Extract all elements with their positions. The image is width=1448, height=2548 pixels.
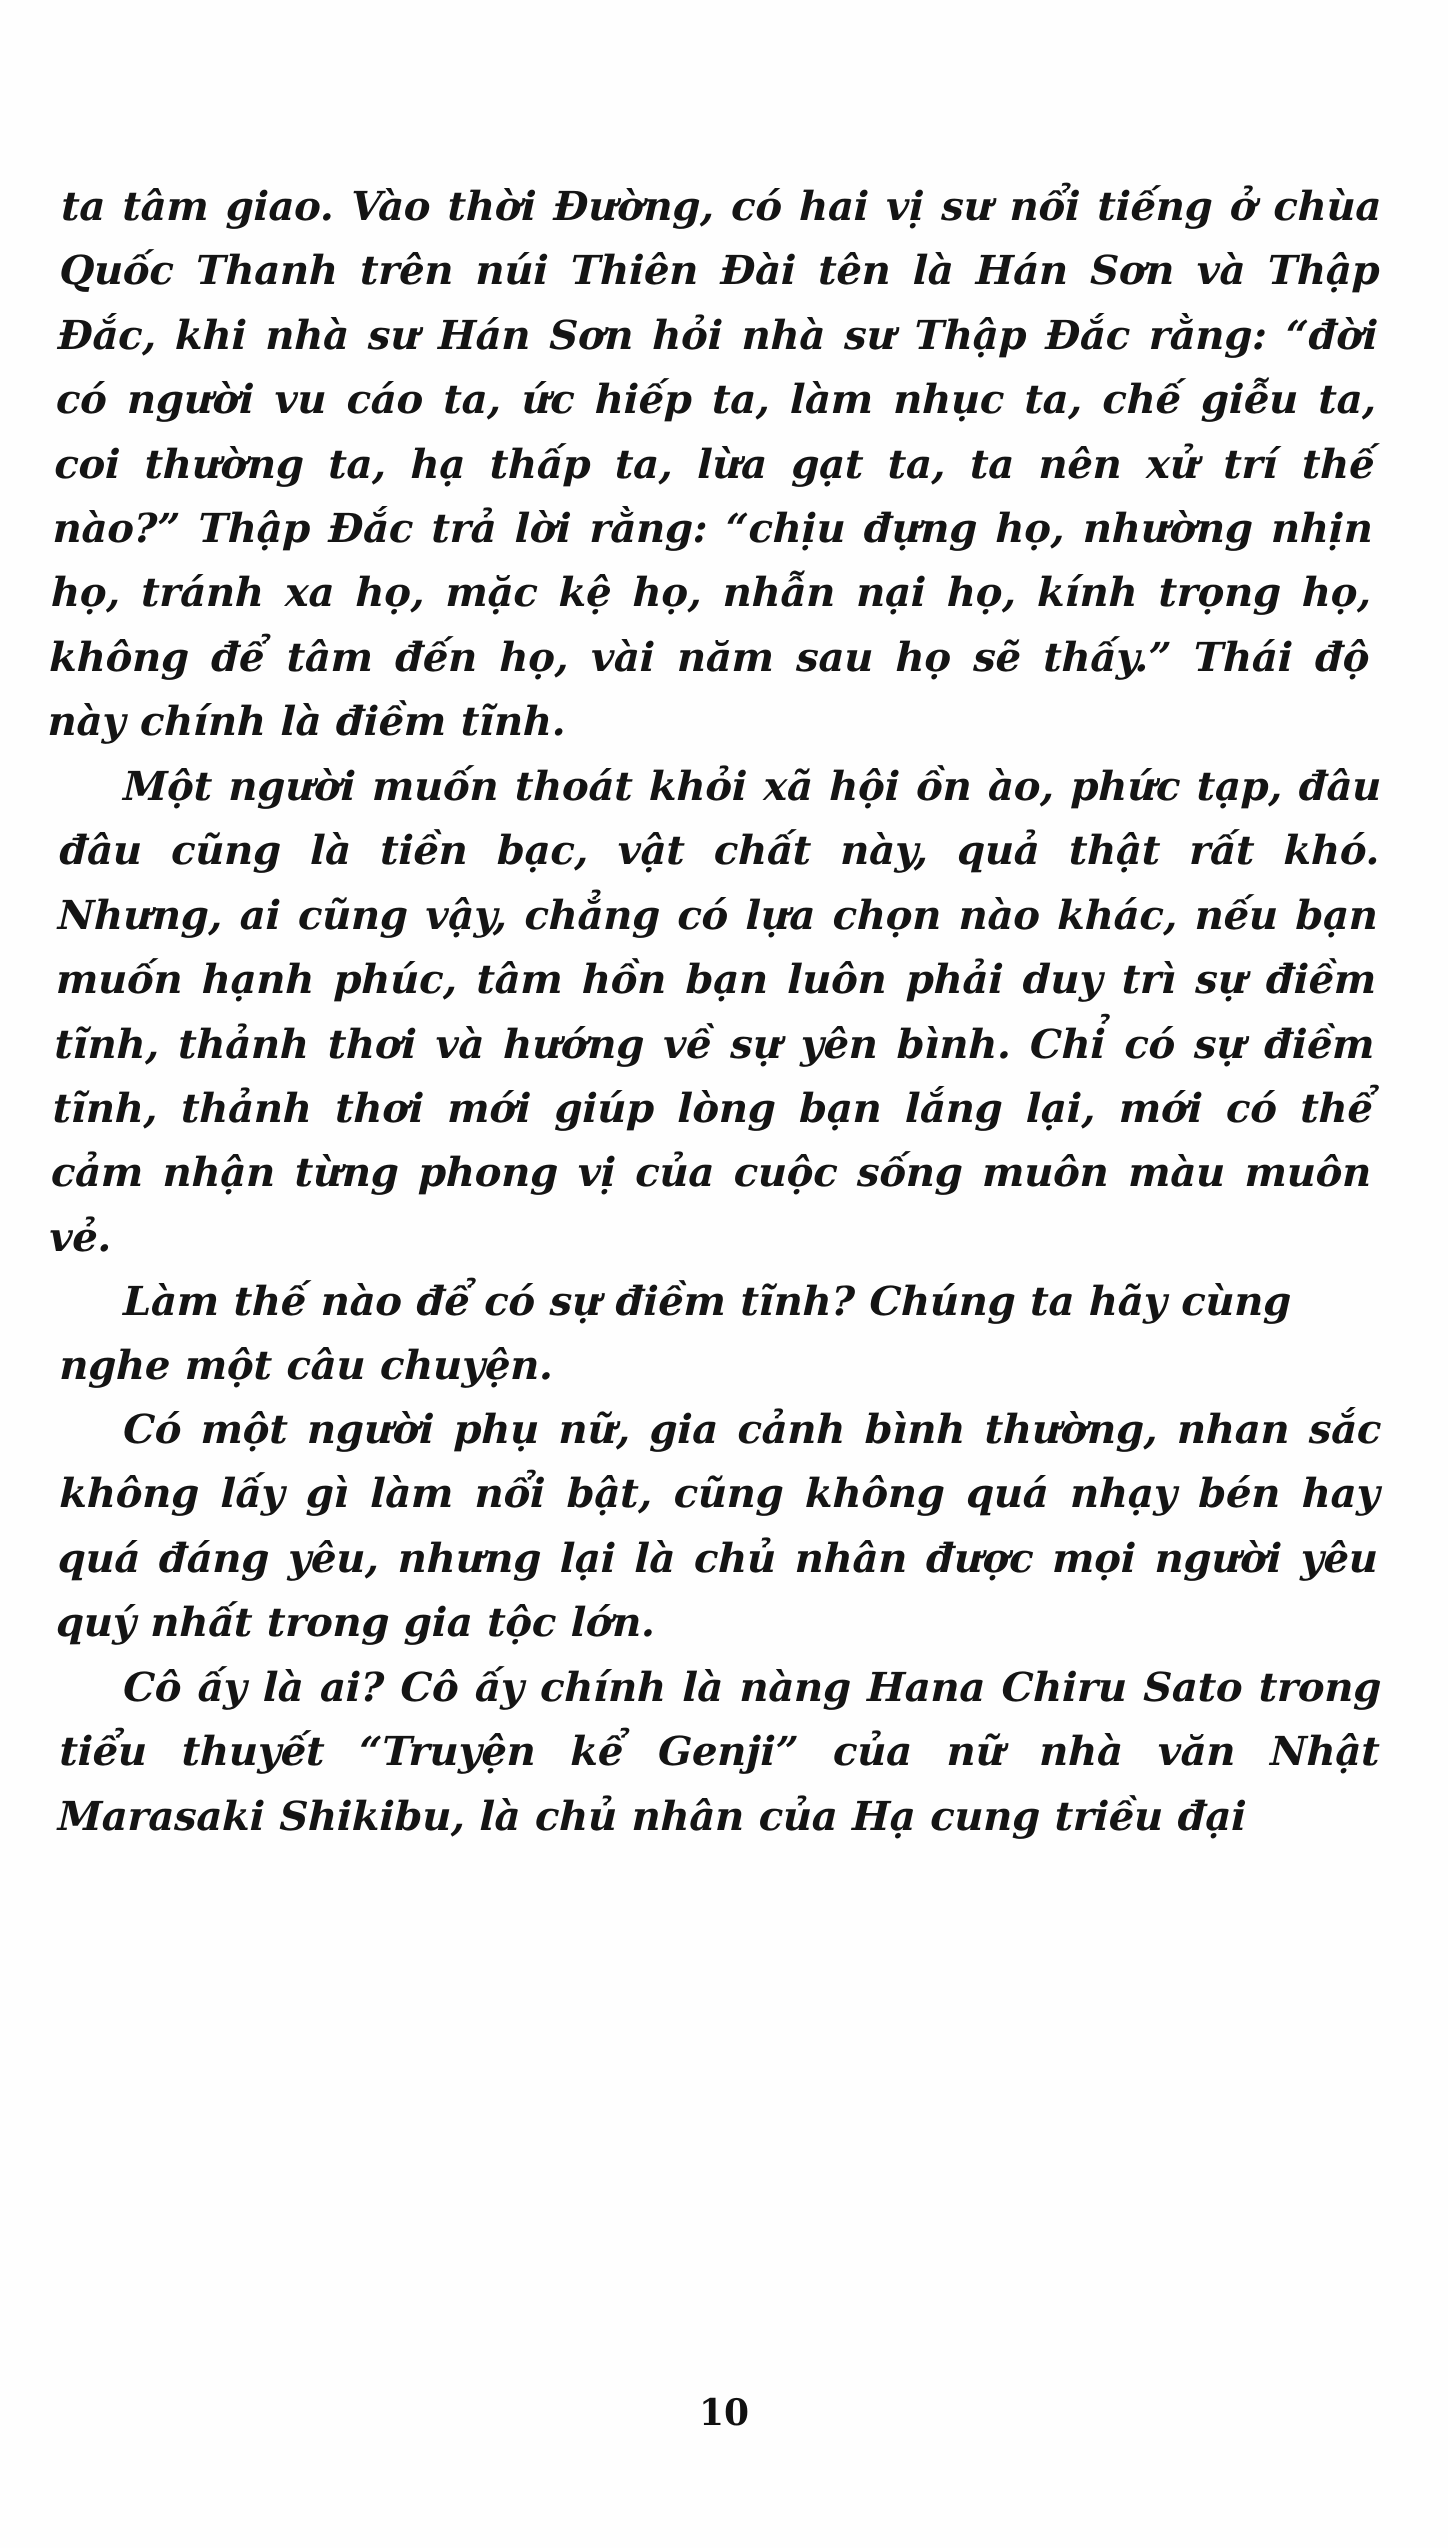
page-number: 10	[698, 2392, 750, 2434]
body-text	[47, 175, 1382, 1849]
paragraph-2: Một người muốn thoát khỏi xã hội ồn ào, phức tạp, đâu đâu cũng là tiền bạc, vật chất này, quả thật rất khó. Nhưng, ai cũng vậy, chẳng có lựa chọn nào khác, nếu bạn muốn hạnh phúc, tâm hồn bạn luôn phải duy trì sự điềm tĩnh, thảnh thơi và hướng về sự yên bình. Chỉ có sự điềm tĩnh, thảnh thơi mới giúp lòng bạn lắng lại, mới có thể cảm nhận từng phong vị của cuộc sống muôn màu muôn vẻ.	[48, 762, 1382, 1261]
paragraph-3: Làm thế nào để có sự điềm tĩnh? Chúng ta hãy cùng nghe một câu chuyện.	[58, 1277, 1292, 1390]
paragraph-5: Cô ấy là ai? Cô ấy chính là nàng Hana Chiru Sato trong tiểu thuyết “Truyện kể Genji” của nữ nhà văn Nhật Marasaki Shikibu, là chủ nhân của Hạ cung triều đại	[57, 1663, 1382, 1840]
paragraph-4: Có một người phụ nữ, gia cảnh bình thường, nhan sắc không lấy gì làm nổi bật, cũng không quá nhạy bén hay quá đáng yêu, nhưng lại là chủ nhân được mọi người yêu quý nhất trong gia tộc lớn.	[55, 1406, 1382, 1647]
paragraph-1: ta tâm giao. Vào thời Đường, có hai vị sư nổi tiếng ở chùa Quốc Thanh trên núi Thiên Đài tên là Hán Sơn và Thập Đắc, khi nhà sư Hán Sơn hỏi nhà sư Thập Đắc rằng: “đời có người vu cáo ta, ức hiếp ta, làm nhục ta, chế giễu ta, coi thường ta, hạ thấp ta, lừa gạt ta, ta nên xử trí thế nào?” Thập Đắc trả lời rằng: “chịu đựng họ, nhường nhịn họ, tránh xa họ, mặc kệ họ, nhẫn nại họ, kính trọng họ, không để tâm đến họ, vài năm sau họ sẽ thấy.” Thái độ này chính là điềm tĩnh.	[47, 183, 1382, 746]
